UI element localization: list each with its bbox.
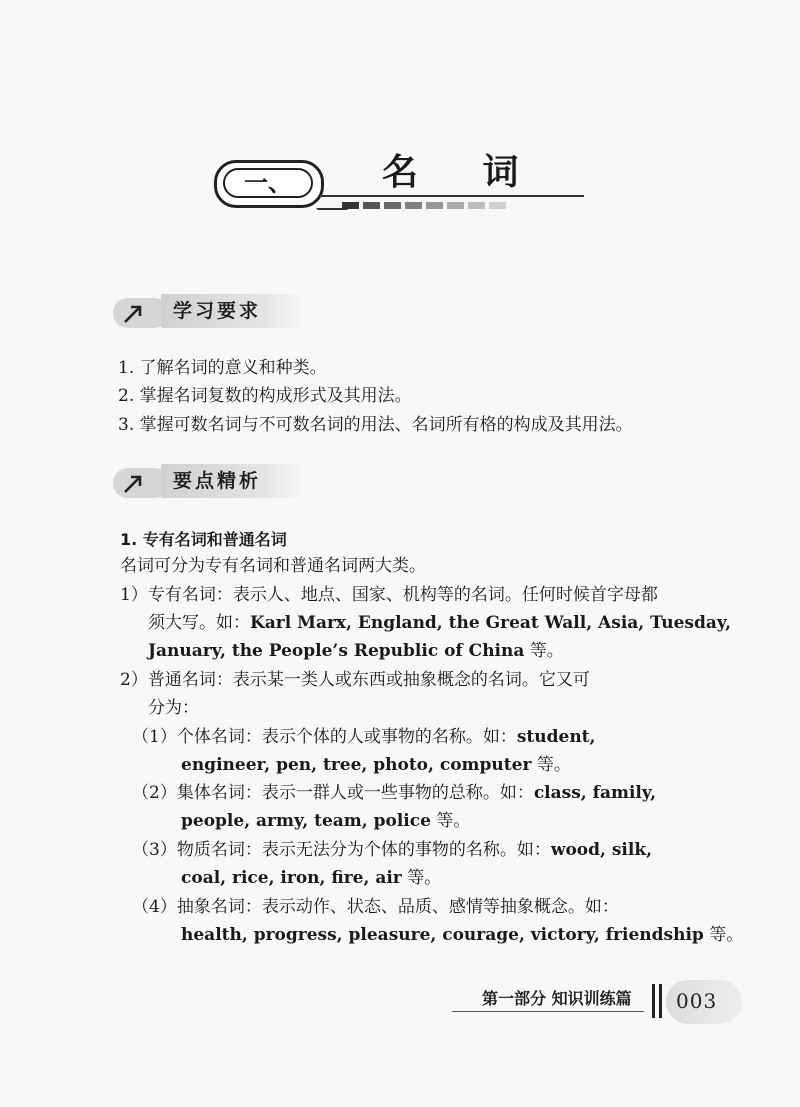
sub-item-3-cn: （3）物质名词：表示无法分为个体的事物的名称。如： [132,840,551,860]
sub-item-4-line-2 [181,921,743,949]
section-title: 要点精析 [161,464,303,498]
chapter-title: 名 词 [382,151,545,193]
sub-item-2-line-2 [181,807,470,835]
proper-noun-line-2-cn: 须大写。如： [148,613,250,633]
intro-paragraph: 名词可分为专有名词和普通名词两大类。 [120,556,426,576]
sub-item-4-end: 等。 [703,925,744,945]
sub-item-4-cn: （4）抽象名词：表示动作、状态、品质、感情等抽象概念。如： [132,897,619,917]
arrow-icon [121,472,145,496]
requirement-item-3: 3. 掌握可数名词与不可数名词的用法、名词所有格的构成及其用法。 [118,415,633,435]
proper-noun-line-3 [148,637,564,665]
gradient-block [342,202,359,209]
chapter-number: 一、 [223,168,313,198]
sub-item-4-examples: health, progress, pleasure, courage, victory, friendship [181,925,704,945]
footer-double-bar [652,984,666,1018]
gradient-block [384,202,401,209]
chapter-gradient-blocks [342,202,506,209]
sub-item-2-end: 等。 [430,811,471,831]
sub-item-3-line-1 [132,836,652,864]
gradient-block [363,202,380,209]
sub-item-2-line-1 [132,779,656,807]
gradient-block [405,202,422,209]
sub-item-3-end: 等。 [401,868,442,888]
footer-rule [452,1011,644,1012]
requirement-item-1: 1. 了解名词的意义和种类。 [118,358,327,378]
sub-item-2-en: class, family, [533,783,657,803]
sub-item-2-cn: （2）集体名词：表示一群人或一些事物的总称。如： [132,783,534,803]
proper-noun-line-2 [148,609,731,637]
requirement-item-2: 2. 掌握名词复数的构成形式及其用法。 [118,386,412,406]
page-number: 003 [676,989,718,1013]
sub-item-1-en: student, [516,727,596,747]
sub-item-1-examples: engineer, pen, tree, photo, computer [181,755,532,775]
proper-noun-line-3-cn: 等。 [524,641,564,661]
chapter-underline [320,195,584,197]
subheading: 1. 专有名词和普通名词 [120,530,287,549]
sub-item-2-examples: people, army, team, police [181,811,431,831]
proper-noun-examples-2: January, the People’s Republic of China [148,641,525,661]
proper-noun-line-1: 1）专有名词：表示人、地点、国家、机构等的名词。任何时候首字母都 [120,585,658,605]
common-noun-line-2: 分为： [148,698,199,718]
sub-item-1-cn: （1）个体名词：表示个体的人或事物的名称。如： [132,727,517,747]
gradient-block [489,202,506,209]
sub-item-3-line-2 [181,864,441,892]
arrow-icon [121,302,145,326]
section-heading-requirements [113,294,713,330]
gradient-block [447,202,464,209]
sub-item-1-line-1 [132,723,595,751]
sub-item-1-end: 等。 [531,755,571,775]
sub-item-1-line-2 [181,751,571,779]
footer-part-title: 第一部分 知识训练篇 [482,989,632,1008]
section-title: 学习要求 [161,294,303,328]
chapter-header [214,150,584,230]
section-heading-key-points [113,464,713,500]
chapter-number-frame [214,160,324,208]
sub-item-3-examples: coal, rice, iron, fire, air [181,868,402,888]
sub-item-3-en: wood, silk, [550,840,653,860]
gradient-block [468,202,485,209]
gradient-block [426,202,443,209]
sub-item-4-line-1 [132,893,619,921]
common-noun-line-1: 2）普通名词：表示某一类人或东西或抽象概念的名词。它又可 [120,670,590,690]
proper-noun-examples-1: Karl Marx, England, the Great Wall, Asia, Tuesday, [250,613,732,633]
